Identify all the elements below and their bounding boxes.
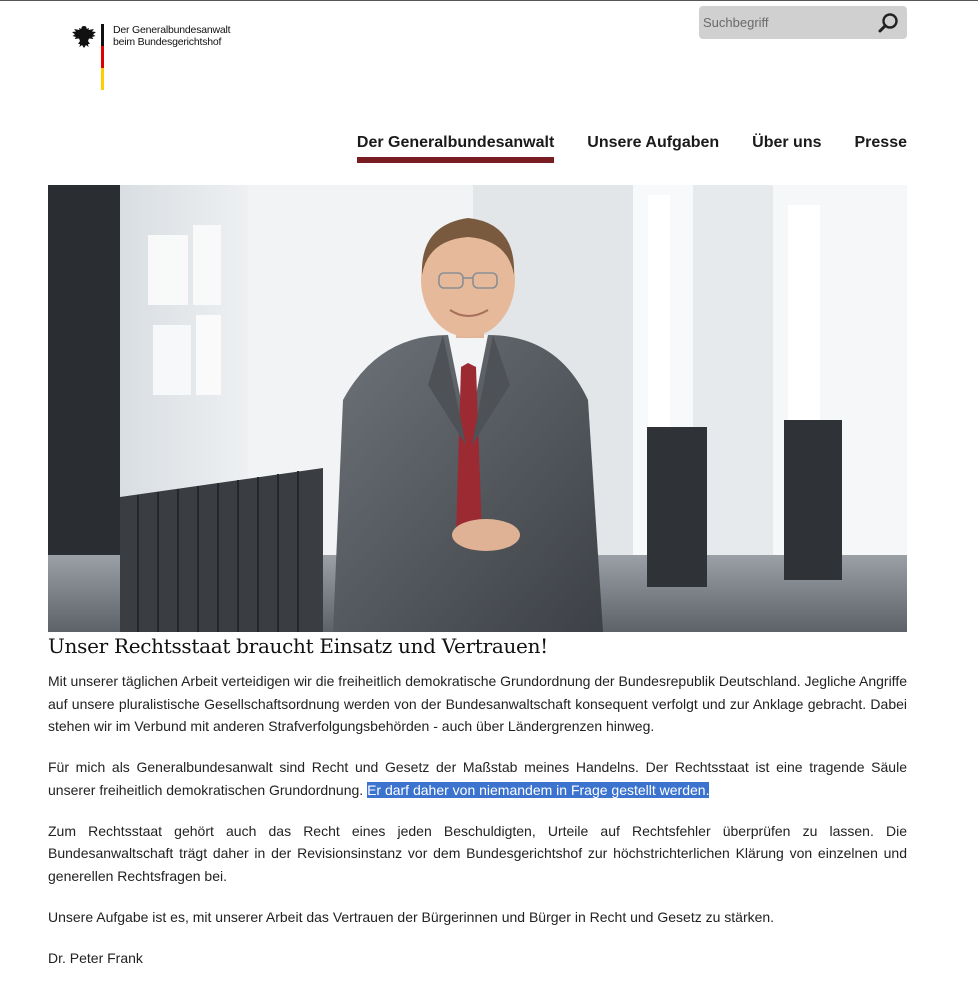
selected-text-highlight: Er darf daher von niemandem in Frage gestellt werden.: [367, 781, 710, 798]
paragraph-1: Mit unserer täglichen Arbeit verteidigen wir die freiheitlich demokratische Grundordnung der Bundesrepublik Deutschland. Jegliche Angriffe auf unsere pluralistische Gesellschaftsordnung werden von der Bundesanwaltschaft konsequent verfolgt und zur Anklage gebracht. Dabei stehen wir im Verbund mit anderen Strafverfolgungsbehörden - auch über Ländergrenzen hinweg.: [48, 673, 907, 734]
search-icon[interactable]: [877, 11, 901, 35]
federal-eagle-icon: [70, 23, 98, 51]
top-border: [0, 0, 978, 1]
paragraph-2-text: Für mich als Generalbundesanwalt sind Recht und Gesetz der Maßstab meines Handelns. Der Rechtsstaat ist eine tragende Säule unserer freiheitlich demokratischen Grundordnung.: [48, 759, 907, 798]
nav-item-unsere-aufgaben[interactable]: Unsere Aufgaben: [587, 134, 720, 151]
main-navigation: [324, 134, 907, 163]
paragraph-4: Unsere Aufgabe ist es, mit unserer Arbeit das Vertrauen der Bürgerinnen und Bürger in Recht und Gesetz zu stärken.: [48, 908, 775, 925]
paragraph-3: Zum Rechtsstaat gehört auch das Recht eines jeden Beschuldigten, Urteile auf Rechtsfehler überprüfen zu lassen. Die Bundesanwaltschaft trägt daher in der Revisionsinstanz vor dem Bundesgerichtshof zur höchstrichterlichen Klärung von einzelnen und generellen Rechtsfragen bei.: [48, 822, 907, 884]
organization-name: [113, 24, 230, 48]
page-title: Unser Rechtsstaat braucht Einsatz und Vertrauen!: [48, 634, 548, 658]
search-input[interactable]: [703, 11, 863, 33]
signature: Dr. Peter Frank: [48, 949, 143, 966]
site-logo[interactable]: [70, 20, 270, 92]
german-flag-bar: [101, 24, 104, 90]
article-body: [48, 670, 907, 988]
paragraph-2: [48, 756, 907, 801]
org-line-1: Der Generalbundesanwalt: [113, 24, 231, 36]
nav-item-generalbundesanwalt[interactable]: Der Generalbundesanwalt: [357, 134, 554, 163]
nav-item-ueber-uns[interactable]: Über uns: [752, 134, 822, 151]
nav-item-presse[interactable]: Presse: [854, 134, 907, 151]
hero-portrait-image: [48, 185, 907, 632]
org-line-2: beim Bundesgerichtshof: [113, 36, 222, 48]
search-box: [699, 6, 907, 39]
